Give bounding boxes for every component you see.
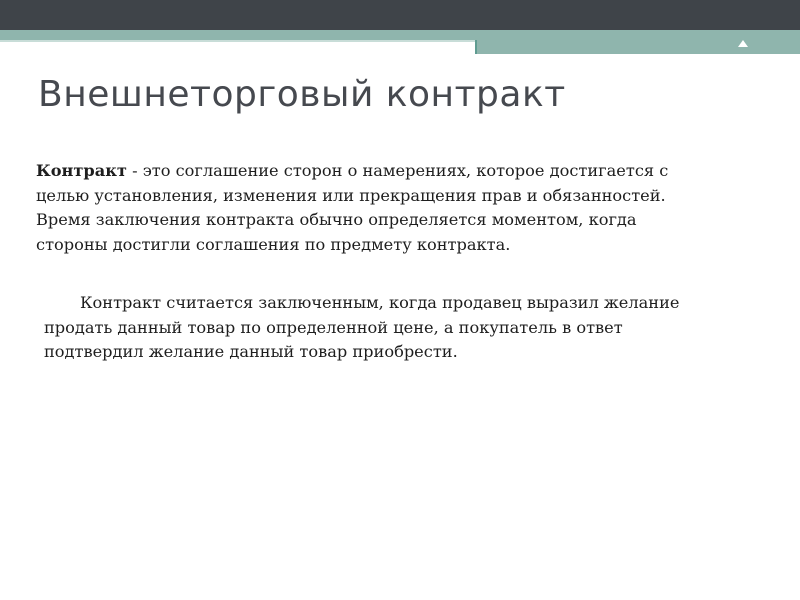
definition-line-2: целью установления, изменения или прекращения прав и обязанностей. xyxy=(36,185,666,205)
conclusion-line-2: продать данный товар по определенной цене, а покупатель в ответ xyxy=(44,317,623,337)
accent-strip-light xyxy=(0,40,475,42)
conclusion-paragraph xyxy=(44,291,764,365)
accent-strip xyxy=(0,30,800,40)
slide-title: Внешнеторговый контракт xyxy=(38,74,566,115)
definition-line-4: стороны достигли соглашения по предмету контракта. xyxy=(36,234,511,254)
definition-term: Контракт xyxy=(36,161,127,180)
definition-line-3: Время заключения контракта обычно определяется моментом, когда xyxy=(36,210,637,229)
accent-strip-right xyxy=(475,40,800,54)
accent-divider xyxy=(475,40,477,54)
triangle-up-icon xyxy=(738,40,748,47)
definition-paragraph xyxy=(36,159,756,257)
definition-line-1: - это соглашение сторон о намерениях, которое достигается с xyxy=(126,161,669,180)
conclusion-line-3: подтвердил желание данный товар приобрести. xyxy=(44,342,458,361)
header-bar xyxy=(0,0,800,30)
conclusion-line-1: Контракт считается заключенным, когда продавец выразил желание xyxy=(80,293,680,312)
